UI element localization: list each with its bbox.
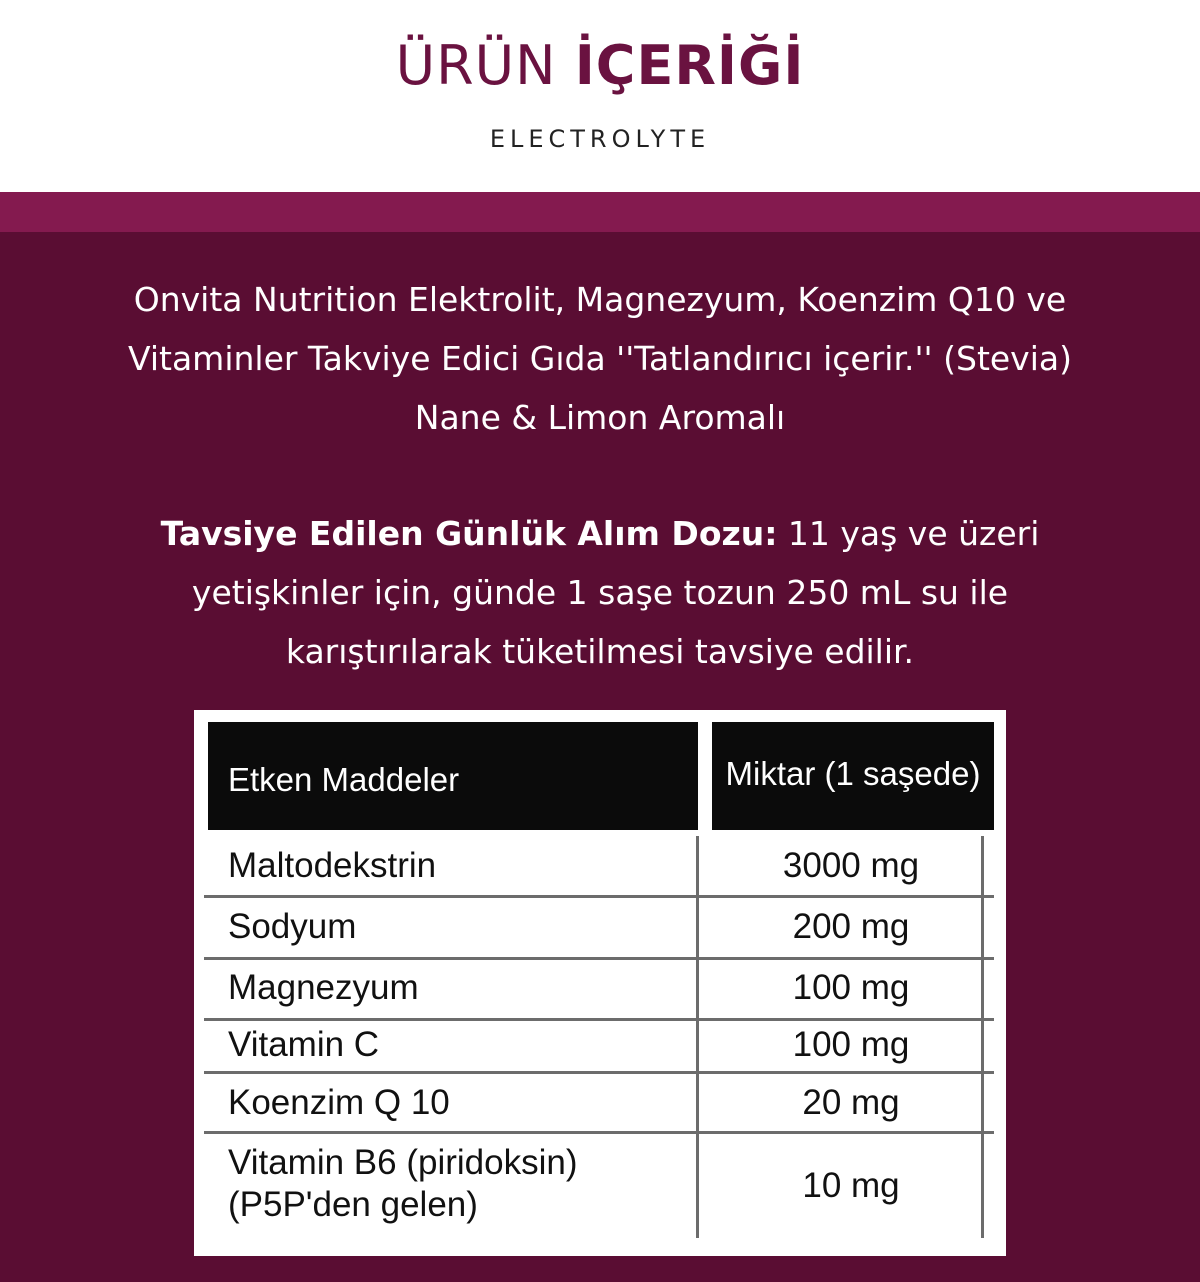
dosage-text-line-3: karıştırılarak tüketilmesi tavsiye edilir. xyxy=(285,632,915,671)
ingredient-name: Koenzim Q 10 xyxy=(228,1083,450,1122)
content-panel xyxy=(0,232,1200,1282)
table-row xyxy=(204,898,994,960)
table-body xyxy=(204,836,994,1238)
description-line-2: Vitaminler Takviye Edici Gıda ''Tatlandırıcı içerir.'' (Stevia) xyxy=(128,339,1072,378)
ingredient-name-line-1: Vitamin B6 (piridoksin) xyxy=(228,1143,578,1182)
table-header-amount: Miktar (1 saşede) xyxy=(712,722,994,830)
ingredient-amount: 20 mg xyxy=(802,1083,900,1122)
header xyxy=(0,0,1200,192)
table-row xyxy=(204,960,994,1021)
ingredient-name: Magnezyum xyxy=(228,968,419,1007)
ingredient-name xyxy=(228,1142,698,1226)
table-row xyxy=(204,1074,994,1134)
table-right-border xyxy=(981,836,984,1238)
ingredient-amount: 10 mg xyxy=(802,1166,900,1205)
dosage-text-part-1: 11 yaş ve üzeri xyxy=(777,514,1040,553)
description-line-1: Onvita Nutrition Elektrolit, Magnezyum, Koenzim Q10 ve xyxy=(133,280,1067,319)
product-description xyxy=(40,270,1160,447)
ingredients-table xyxy=(194,710,1006,1256)
dosage-text xyxy=(90,504,1110,681)
column-divider xyxy=(696,836,699,1238)
page-title xyxy=(0,30,1200,102)
ingredient-name-line-2: (P5P'den gelen) xyxy=(228,1185,478,1224)
table-row xyxy=(204,836,994,898)
ingredient-amount: 200 mg xyxy=(792,907,910,946)
ingredient-amount: 100 mg xyxy=(792,968,910,1007)
table-row xyxy=(204,1134,994,1238)
title-light-part: ÜRÜN xyxy=(395,34,557,97)
ingredient-name: Sodyum xyxy=(228,907,357,946)
dosage-label: Tavsiye Edilen Günlük Alım Dozu: xyxy=(160,514,778,553)
table-header-ingredient: Etken Maddeler xyxy=(208,722,698,830)
page-subtitle: ELECTROLYTE xyxy=(489,125,711,153)
ingredient-amount: 100 mg xyxy=(792,1025,910,1064)
title-bold-part: İÇERİĞİ xyxy=(574,34,805,97)
dosage-text-line-2: yetişkinler için, günde 1 saşe tozun 250 mL su ile xyxy=(191,573,1009,612)
description-line-3: Nane & Limon Aromalı xyxy=(414,398,786,437)
table-row xyxy=(204,1021,994,1074)
accent-band xyxy=(0,192,1200,232)
ingredient-name: Vitamin C xyxy=(228,1025,380,1064)
ingredient-amount: 3000 mg xyxy=(782,846,920,885)
ingredient-name: Maltodekstrin xyxy=(228,846,437,885)
